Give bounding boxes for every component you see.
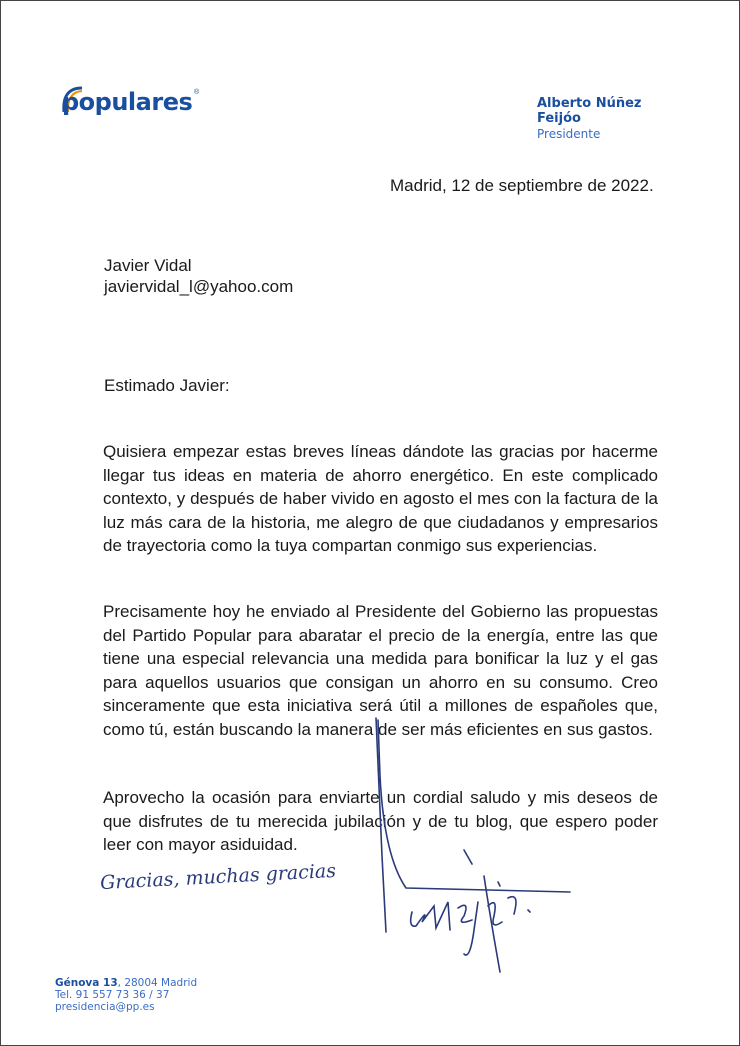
recipient-email: javiervidal_l@yahoo.com [104, 277, 294, 296]
sender-role: Presidente [537, 127, 601, 141]
sender-block [537, 96, 682, 141]
paragraph-3: Aprovecho la ocasión para enviarte un cordial saludo y mis deseos de que disfrutes de tu merecida jubilación y de tu blog, que espero poder leer con mayor asiduidad. [103, 788, 658, 855]
logo-registered-mark: ® [194, 89, 200, 96]
letter-date: Madrid, 12 de septiembre de 2022. [390, 176, 654, 195]
sender-name: Alberto Núñez Feijóo [537, 96, 642, 126]
paragraph-2: Precisamente hoy he enviado al Presidente del Gobierno las propuestas del Partido Popular para abaratar el precio de la energía, entre las que tiene una especial relevancia una medida para bonificar la luz y el gas para aquellos usuarios que consigan un ahorro en su consumo. Creo sinceramente que esta iniciativa será útil a millones de españoles que, como tú, están buscando la manera de ser más eficientes en sus gastos. [103, 602, 658, 739]
paragraph-1: Quisiera empezar estas breves líneas dándote las gracias por hacerme llegar tus ideas en materia de ahorro energético. En este complicado contexto, y después de haber vivido en agosto el mes con la factura de la luz más cara de la historia, me alegro de que ciudadanos y empresarios de trayectoria como la tuya compartan conmigo sus experiencias. [103, 442, 658, 556]
footer-city: , 28004 Madrid [117, 977, 198, 989]
footer-email[interactable]: presidencia@pp.es [55, 1001, 155, 1013]
footer-phone: Tel. 91 557 73 36 / 37 [55, 989, 170, 1001]
party-logo [58, 84, 208, 124]
recipient-block [104, 255, 293, 297]
handwritten-note: Gracias, muchas gracias [99, 859, 337, 895]
footer-address [55, 977, 197, 1013]
recipient-name: Javier Vidal [104, 256, 192, 275]
greeting: Estimado Javier: [104, 376, 230, 395]
signature-icon [360, 716, 580, 986]
logo-text: populares [62, 88, 193, 116]
footer-street: Génova 13 [55, 977, 118, 989]
